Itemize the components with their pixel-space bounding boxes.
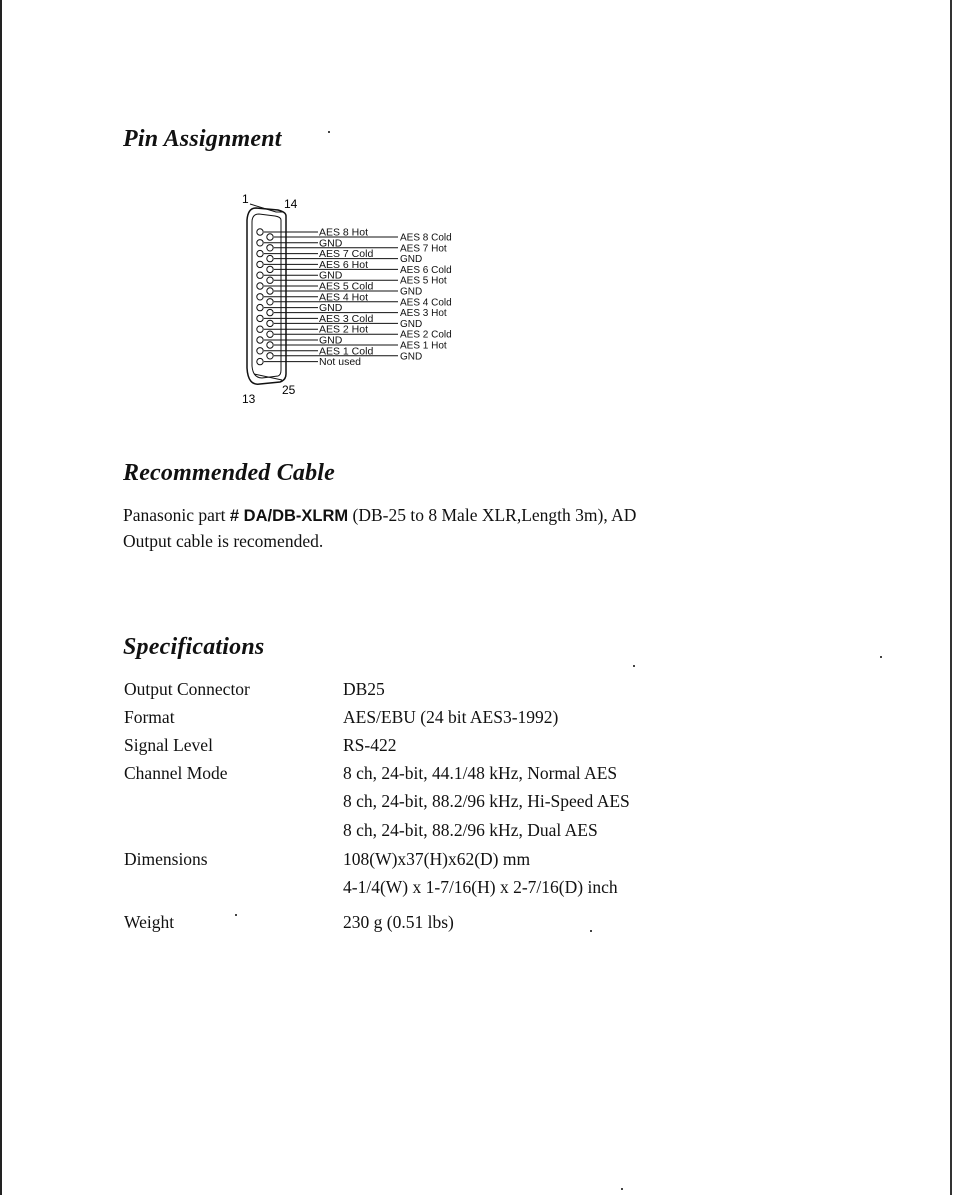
pin-contact bbox=[267, 331, 273, 337]
pin-label: GND bbox=[400, 351, 423, 363]
pin-number-14: 14 bbox=[284, 197, 298, 211]
spec-label: Output Connector bbox=[124, 679, 250, 699]
scan-speck bbox=[633, 665, 635, 667]
spec-label: Channel Mode bbox=[124, 763, 228, 783]
pin-contact bbox=[257, 326, 263, 332]
pin-contact bbox=[257, 229, 263, 235]
pin-label: AES 2 Hot bbox=[319, 323, 369, 336]
pin-label: AES 5 Cold bbox=[319, 280, 374, 293]
spec-value: 108(W)x37(H)x62(D) mm bbox=[343, 849, 531, 869]
pin-label: AES 3 Cold bbox=[319, 312, 374, 325]
pin-contact bbox=[257, 283, 263, 289]
pin-contact bbox=[257, 250, 263, 256]
pin-label: AES 1 Hot bbox=[400, 340, 447, 352]
pin-label: GND bbox=[319, 334, 343, 347]
pin-contact bbox=[257, 294, 263, 300]
scan-speck bbox=[880, 656, 882, 658]
spec-value: 8 ch, 24-bit, 88.2/96 kHz, Hi-Speed AES bbox=[343, 791, 630, 811]
pin-contact bbox=[257, 358, 263, 364]
pin-label: AES 3 Hot bbox=[400, 308, 447, 320]
pin-label: AES 8 Cold bbox=[400, 232, 452, 244]
pin-number-25: 25 bbox=[282, 383, 296, 397]
pin-contact bbox=[267, 245, 273, 251]
pin-contact bbox=[267, 309, 273, 315]
pin-number-1: 1 bbox=[242, 192, 249, 206]
pin-label: AES 1 Cold bbox=[319, 345, 374, 358]
pin-contact bbox=[257, 240, 263, 246]
spec-value: RS-422 bbox=[343, 735, 397, 755]
pin-label: AES 6 Hot bbox=[319, 258, 369, 271]
pin-label: AES 8 Hot bbox=[319, 226, 369, 239]
scan-speck bbox=[590, 930, 592, 932]
pin-label: GND bbox=[319, 302, 343, 315]
pin-contact bbox=[267, 299, 273, 305]
spec-value: 8 ch, 24-bit, 88.2/96 kHz, Dual AES bbox=[343, 820, 598, 840]
spec-label: Format bbox=[124, 707, 175, 727]
scan-speck bbox=[235, 914, 237, 916]
pin-contact bbox=[257, 315, 263, 321]
pin-contact bbox=[257, 304, 263, 310]
cable-text-end: (DB-25 to 8 Male XLR,Length 3m), AD bbox=[348, 505, 637, 525]
pin-contact bbox=[267, 266, 273, 272]
connector-inner-outline bbox=[252, 214, 281, 378]
pin-contact bbox=[267, 288, 273, 294]
pin-label: AES 6 Cold bbox=[400, 264, 452, 276]
pin-contact bbox=[257, 261, 263, 267]
pin-label: AES 4 Cold bbox=[400, 297, 452, 309]
pin-label: Not used bbox=[319, 356, 362, 369]
spec-value: 4-1/4(W) x 1-7/16(H) x 2-7/16(D) inch bbox=[343, 877, 618, 897]
specifications-heading: Specifications bbox=[123, 634, 265, 660]
spec-value: AES/EBU (24 bit AES3-1992) bbox=[343, 707, 559, 727]
scan-speck bbox=[328, 131, 330, 133]
pin-label: AES 2 Cold bbox=[400, 329, 452, 341]
spec-value: DB25 bbox=[343, 679, 385, 699]
pin-label: GND bbox=[319, 237, 343, 250]
spec-label: Weight bbox=[124, 912, 175, 932]
spec-value: 8 ch, 24-bit, 44.1/48 kHz, Normal AES bbox=[343, 763, 618, 783]
pin-label: GND bbox=[400, 318, 423, 330]
pin-contact bbox=[267, 234, 273, 240]
pin-contact bbox=[267, 255, 273, 261]
pin-assignment-heading: Pin Assignment bbox=[123, 126, 282, 152]
pin-label: AES 5 Hot bbox=[400, 275, 447, 287]
pin-contact bbox=[267, 353, 273, 359]
scan-speck bbox=[621, 1188, 623, 1190]
pin-label: AES 4 Hot bbox=[319, 291, 369, 304]
pin-number-13: 13 bbox=[242, 392, 256, 406]
pin-label: AES 7 Hot bbox=[400, 243, 447, 255]
pin-contact bbox=[257, 348, 263, 354]
cable-part-number: # DA/DB-XLRM bbox=[229, 507, 349, 525]
pin-label: GND bbox=[400, 286, 423, 298]
recommended-cable-text bbox=[123, 503, 723, 554]
connector-outline bbox=[247, 208, 286, 384]
cable-text-start: Panasonic part bbox=[123, 505, 230, 525]
pin-contact bbox=[267, 320, 273, 326]
page-edge-left bbox=[0, 0, 2, 1195]
pin-label: GND bbox=[400, 254, 423, 266]
spec-label: Dimensions bbox=[124, 849, 208, 869]
recommended-cable-heading: Recommended Cable bbox=[123, 460, 336, 486]
spec-label: Signal Level bbox=[124, 735, 213, 755]
pin-contact bbox=[267, 342, 273, 348]
pin-label: GND bbox=[319, 269, 343, 282]
pin-contact bbox=[257, 337, 263, 343]
page-edge-right bbox=[950, 0, 952, 1195]
pin-contact bbox=[257, 272, 263, 278]
pin-contact bbox=[267, 277, 273, 283]
db25-pin-diagram bbox=[230, 190, 490, 410]
pin-label: AES 7 Cold bbox=[319, 248, 374, 261]
spec-value: 230 g (0.51 lbs) bbox=[343, 912, 454, 932]
cable-text-line2: Output cable is recomended. bbox=[123, 531, 324, 551]
